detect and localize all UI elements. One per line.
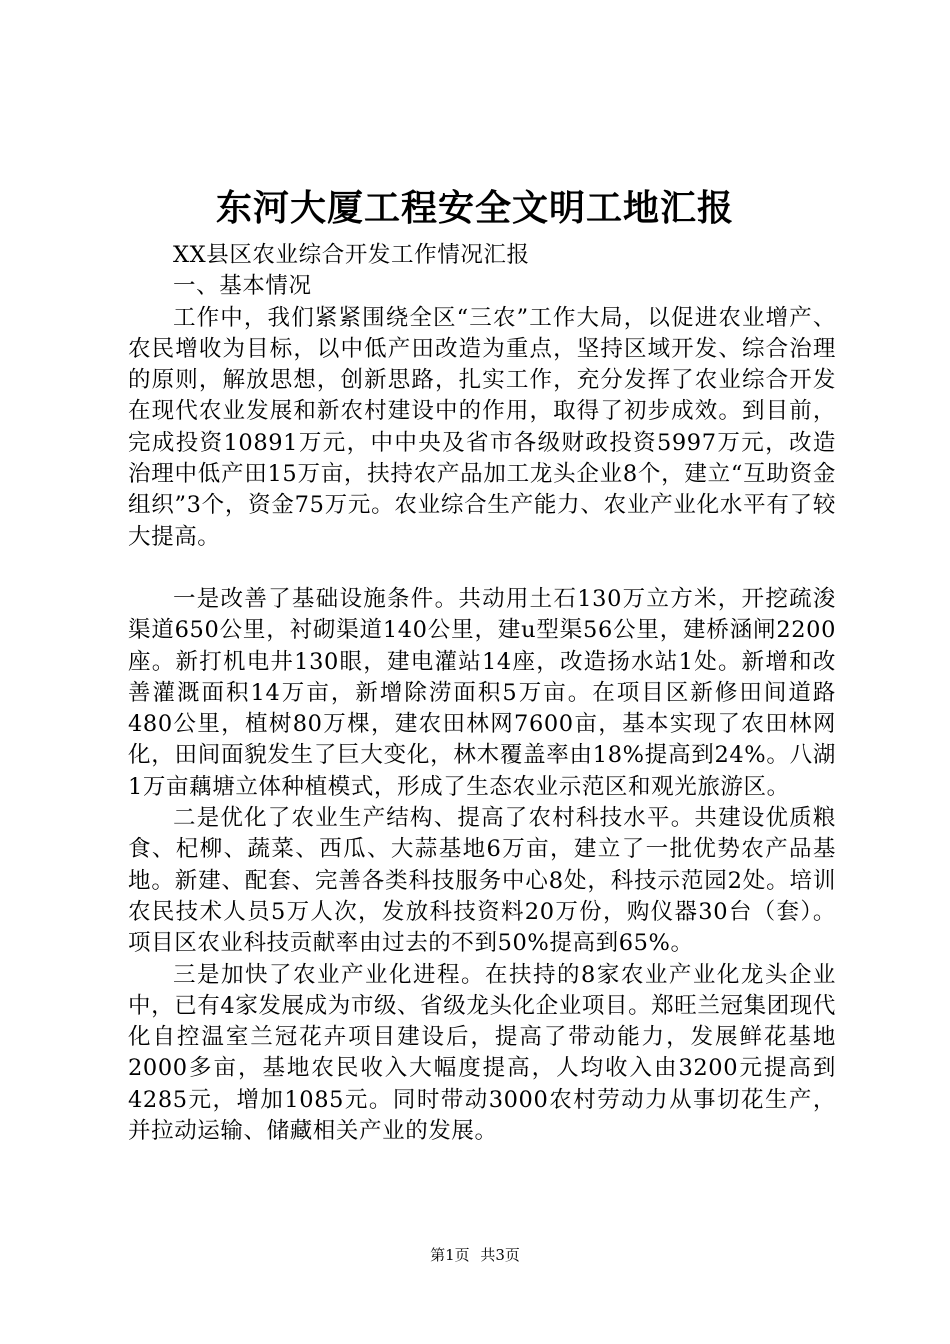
document-body bbox=[128, 240, 836, 1147]
paragraph-overview: 工作中，我们紧紧围绕全区“三农”工作大局，以促进农业增产、农民增收为目标，以中低产田改造为重点，坚持区域开发、综合治理的原则，解放思想，创新思路，扎实工作，充分发挥了农业综合开发在现代农业发展和新农村建设中的作用，取得了初步成效。到目前，完成投资10891万元，中中央及省市各级财政投资5997万元，改造治理中低产田15万亩，扶持农产品加工龙头企业8个，建立“互助资金组织”3个，资金75万元。农业综合生产能力、农业产业化水平有了较大提高。 bbox=[128, 304, 836, 550]
page-total: 共3页 bbox=[480, 1246, 520, 1264]
paragraph-industrialization: 三是加快了农业产业化进程。在扶持的8家农业产业化龙头企业中，已有4家发展成为市级、省级龙头化企业项目。郑旺兰冠集团现代化自控温室兰冠花卉项目建设后，提高了带动能力，发展鲜花基地2000多亩，基地农民收入大幅度提高，人均收入由3200元提高到4285元，增加1085元。同时带动3000农村劳动力从事切花生产，并拉动运输、储藏相关产业的发展。 bbox=[128, 961, 836, 1145]
document-title: 东河大厦工程安全文明工地汇报 bbox=[215, 187, 734, 229]
document-subtitle: XX县区农业综合开发工作情况汇报 bbox=[173, 242, 530, 268]
page-number: 第1页 bbox=[430, 1246, 470, 1264]
section-heading: 一、基本情况 bbox=[173, 273, 312, 300]
paragraph-structure: 二是优化了农业生产结构、提高了农村科技水平。共建设优质粮食、杞柳、蔬菜、西瓜、大蒜基地6万亩，建立了一批优势农产品基地。新建、配套、完善各类科技服务中心8处，科技示范园2处。培训农民技术人员5万人次，发放科技资料20万份，购仪器30台（套）。项目区农业科技贡献率由过去的不到50%提高到65%。 bbox=[128, 805, 836, 957]
page-footer bbox=[0, 1244, 950, 1266]
paragraph-infrastructure: 一是改善了基础设施条件。共动用土石130万立方米，开挖疏浚渠道650公里，衬砌渠道140公里，建u型渠56公里，建桥涵闸2200座。新打机电井130眼，建电灌站14座，改造扬水站1处。新增和改善灌溉面积14万亩，新增除涝面积5万亩。在项目区新修田间道路480公里，植树80万棵，建农田林网7600亩，基本实现了农田林网化，田间面貌发生了巨大变化，林木覆盖率由18%提高到24%。八湖1万亩藕塘立体种植模式，形成了生态农业示范区和观光旅游区。 bbox=[128, 585, 836, 800]
